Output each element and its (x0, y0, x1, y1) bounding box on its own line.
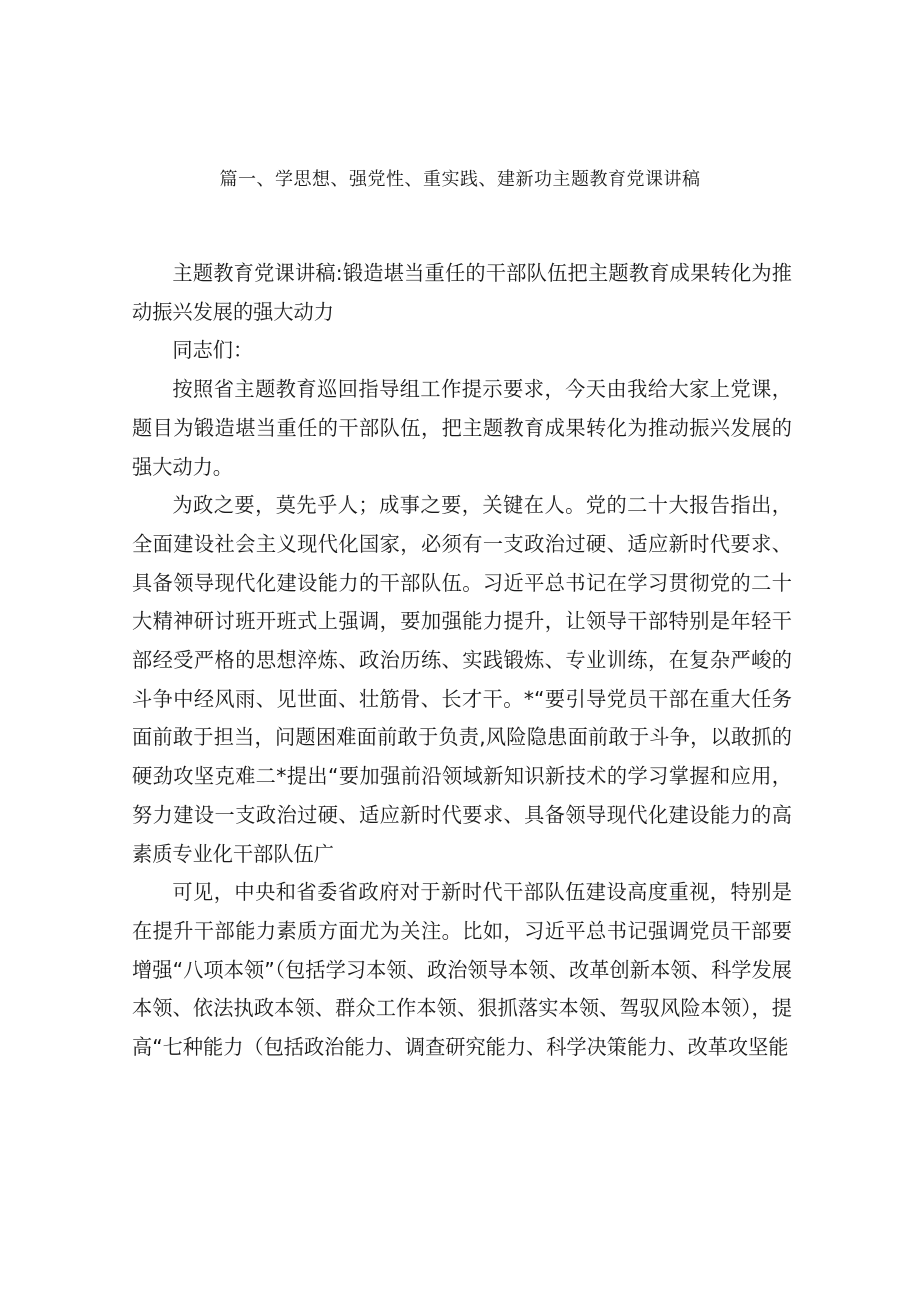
document-heading: 篇一、学思想、强党性、重实践、建新功主题教育党课讲稿 (219, 169, 701, 190)
paragraph-salutation: 同志们： (172, 338, 254, 363)
paragraph-conclusion: 可见，中央和省委省政府对于新时代干部队伍建设高度重视，特别是在提升干部能力素质方面尤为关注。比如，习近平总书记强调党员干部要增强“八项本领”（包括学习本领、政治领导本领、改革创新本领、科学发展本领、依法执政本领、群众工作本领、狠抓落实本领、驾驭风险本领），提高“七种能力（包括政治能力、调查研究能力、科学决策能力、改革攻坚能 (132, 880, 792, 1060)
document-subtitle: 主题教育党课讲稿:锻造堪当重任的干部队伍把主题教育成果转化为推动振兴发展的强大动力 (132, 261, 792, 324)
paragraph-main: 为政之要，莫先乎人；成事之要，关键在人。党的二十大报告指出，全面建设社会主义现代化国家，必须有一支政治过硬、适应新时代要求、具备领导现代化建设能力的干部队伍。习近平总书记在学习贯彻党的二十大精神研讨班开班式上强调，要加强能力提升，让领导干部特别是年轻干部经受严格的思想淬炼、政治历练、实践锻炼、专业训练，在复杂严峻的斗争中经风雨、见世面、壮筋骨、长才干。*“要引导党员干部在重大任务面前敢于担当，问题困难面前敢于负责,风险隐患面前敢于斗争，以敢抓的硬劲攻坚克难二*提出“要加强前沿领域新知识新技术的学习掌握和应用，努力建设一支政治过硬、适应新时代要求、具备领导现代化建设能力的高素质专业化干部队伍广 (132, 493, 792, 866)
paragraph-intro: 按照省主题教育巡回指导组工作提示要求，今天由我给大家上党课，题目为锻造堪当重任的干部队伍，把主题教育成果转化为推动振兴发展的强大动力。 (132, 377, 792, 479)
document-body (132, 254, 792, 1067)
